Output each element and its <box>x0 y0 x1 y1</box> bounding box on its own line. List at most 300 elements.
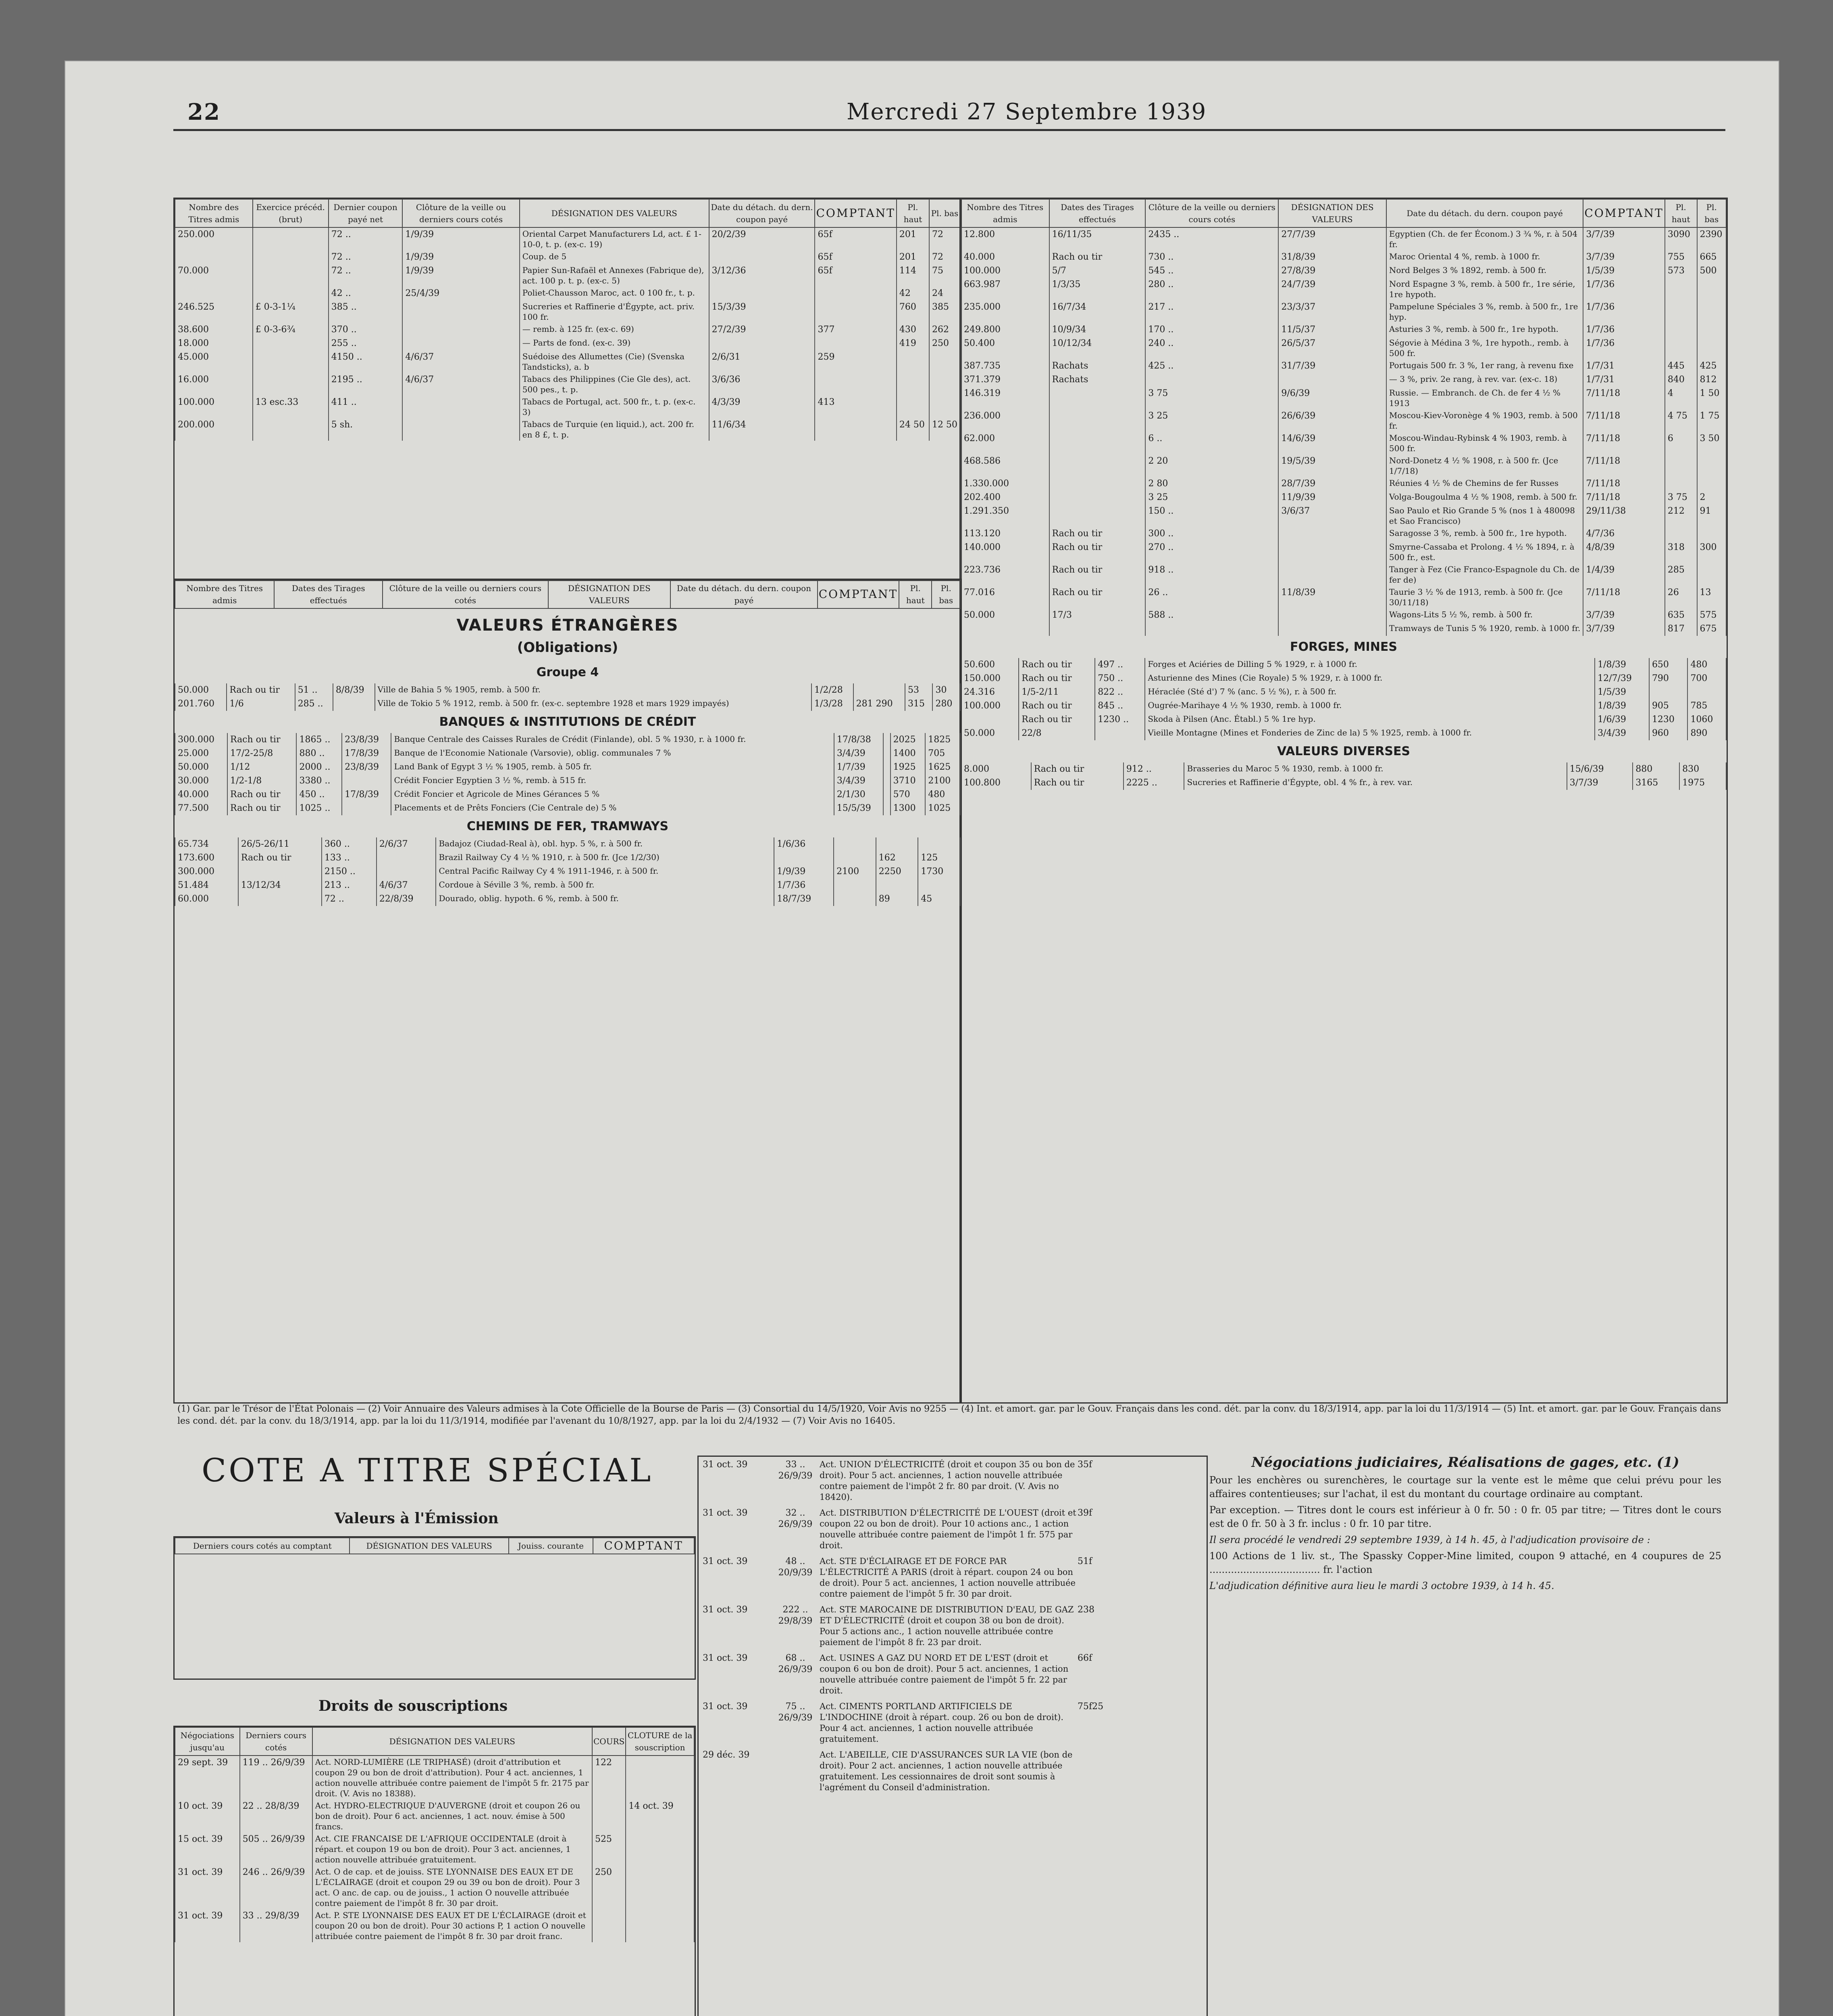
table-cell <box>253 373 329 396</box>
table-cell: 280 .. <box>1145 278 1278 300</box>
table-row <box>961 541 1726 563</box>
table-cell: Badajoz (Ciudad-Real à), obl. hyp. 5 %, r. à 500 fr. <box>436 837 774 851</box>
table-cell: 12/7/39 <box>1595 672 1649 685</box>
table-cell: 2100 <box>925 774 960 788</box>
table-row <box>961 373 1726 387</box>
table-row <box>961 337 1726 359</box>
table-cell: £ 0-3-6¾ <box>253 323 329 337</box>
table-cell: 150 .. <box>1145 504 1278 527</box>
table-cell: 755 <box>1665 250 1697 264</box>
table-cell <box>709 337 815 350</box>
table-cell: 89 <box>876 892 918 906</box>
table-cell: 468.586 <box>961 454 1049 477</box>
table-cell: 2100 <box>834 865 876 879</box>
top-left-quotation-table <box>173 198 962 581</box>
table-cell <box>876 879 918 892</box>
table-cell <box>1049 491 1146 504</box>
table-cell: 4/8/39 <box>1583 541 1664 563</box>
table-cell: 1025 .. <box>296 802 342 815</box>
table-cell: Volga-Bougoulma 4 ½ % 1908, remb. à 500 fr. <box>1386 491 1583 504</box>
table-cell: 31/8/39 <box>1278 250 1386 264</box>
table-cell: 13 <box>1697 586 1726 608</box>
table-cell: 217 .. <box>1145 300 1278 323</box>
table-cell: 3/6/36 <box>709 373 815 396</box>
table-cell: 170 .. <box>1145 323 1278 337</box>
table-cell <box>253 350 329 373</box>
table-cell: 1/2-1/8 <box>227 774 296 788</box>
table-cell <box>1665 300 1697 323</box>
table-cell: 385 <box>929 300 960 323</box>
table-cell: Poliet-Chausson Maroc, act. 0 100 fr., t. p. <box>520 287 709 300</box>
table-row <box>175 879 960 892</box>
column-header: DÉSIGNATION DES VALEURS <box>520 199 709 227</box>
table-cell: 60.000 <box>175 892 238 906</box>
table-cell: 1/9/39 <box>774 865 834 879</box>
header-rule <box>173 129 1725 131</box>
table-cell: 3/4/39 <box>834 774 883 788</box>
table-row <box>175 300 960 323</box>
table-cell: Sucreries et Raffinerie d'Égypte, act. priv. 100 fr. <box>520 300 709 323</box>
table-cell: Ville de Tokio 5 % 1912, remb. à 500 fr. (ex-c. septembre 1928 et mars 1929 impayés) <box>375 697 811 711</box>
subscription-price: 35f <box>1078 1460 1092 1470</box>
table-cell <box>1665 323 1697 337</box>
table-cell: 255 .. <box>329 337 403 350</box>
table-cell <box>1278 541 1386 563</box>
negociations-p4: 100 Actions de 1 liv. st., The Spassky Copper-Mine limited, coupon 9 attaché, en 4 coupures de 25 .................................... fr. l'action <box>1209 1550 1721 1575</box>
table-cell: £ 0-3-1¼ <box>253 300 329 323</box>
table-cell: 30 <box>932 683 960 697</box>
column-header: Dernier coupon payé net <box>329 199 403 227</box>
table-row <box>175 1833 694 1866</box>
table-row <box>175 227 960 250</box>
table-cell <box>253 250 329 264</box>
table-cell: 700 <box>1687 672 1726 685</box>
table-cell: 675 <box>1697 622 1726 636</box>
table-cell: 2/6/37 <box>377 837 436 851</box>
table-cell: Maroc Oriental 4 %, remb. à 1000 fr. <box>1386 250 1583 264</box>
table-row <box>175 396 960 418</box>
table-cell: Sao Paulo et Rio Grande 5 % (nos 1 à 480098 et Sao Francisco) <box>1386 504 1583 527</box>
table-cell: 10/9/34 <box>1049 323 1146 337</box>
table-cell <box>1697 563 1726 586</box>
table-cell: Asturies 3 %, remb. à 500 fr., 1re hypoth. <box>1386 323 1583 337</box>
table-cell <box>592 1909 626 1942</box>
table-cell: 285 .. <box>295 697 333 711</box>
valeurs-diverses-title: VALEURS DIVERSES <box>1277 744 1411 758</box>
table-cell <box>961 622 1049 636</box>
table-cell: 100.000 <box>961 699 1019 713</box>
column-header: COMPTANT <box>818 580 899 608</box>
subscription-last-price <box>771 1749 820 1793</box>
table-cell: 1/7/36 <box>1583 300 1664 323</box>
table-cell: Asturienne des Mines (Cie Royale) 5 % 1929, r. à 1000 fr. <box>1145 672 1595 685</box>
table-cell: 100.800 <box>961 776 1031 790</box>
table-cell <box>897 350 929 373</box>
table-cell: Portugais 500 fr. 3 %, 1er rang, à revenu fixe <box>1386 359 1583 373</box>
table-cell: Rach ou tir <box>1019 672 1095 685</box>
table-cell: 201.760 <box>175 697 227 711</box>
table-cell <box>1665 454 1697 477</box>
table-cell <box>709 250 815 264</box>
table-cell: Act. P. STE LYONNAISE DES EAUX ET DE L'ÉCLAIRAGE (droit et coupon 20 ou bon de droit). Pour 30 actions P, 1 action O nouvelle attribuée contre paiement de l'impôt 8 fr. 30 par droit franc. <box>312 1909 592 1942</box>
table-cell: 11/5/37 <box>1278 323 1386 337</box>
table-cell: 249.800 <box>961 323 1049 337</box>
table-cell: Rach ou tir <box>1019 658 1095 672</box>
table-cell: 1 50 <box>1697 387 1726 409</box>
subscription-row <box>699 1747 1207 1795</box>
table-cell: 1/7/39 <box>834 760 883 774</box>
table-cell: 1/7/36 <box>1583 278 1664 300</box>
subscription-last-price: 33 .. 26/9/39 <box>778 1460 813 1481</box>
table-cell: 24 50 <box>897 418 929 441</box>
table-cell: 50.000 <box>961 727 1019 740</box>
table-row <box>175 683 960 697</box>
table-cell: 17/8/39 <box>342 747 391 760</box>
table-cell: 25.000 <box>175 747 227 760</box>
table-cell: 7/11/18 <box>1583 477 1664 491</box>
table-cell: 1.291.350 <box>961 504 1049 527</box>
table-cell <box>918 879 960 892</box>
table-cell: 705 <box>925 747 960 760</box>
table-cell: Brazil Railway Cy 4 ½ % 1910, r. à 500 fr. (Jce 1/2/30) <box>436 851 774 865</box>
table-cell <box>342 802 391 815</box>
table-cell: 14/6/39 <box>1278 432 1386 454</box>
table-cell: 573 <box>1665 264 1697 278</box>
table-cell: 24 <box>929 287 960 300</box>
table-cell: 26 .. <box>1145 586 1278 608</box>
column-header: Nombre des Titres admis <box>175 199 253 227</box>
table-cell: 12 50 <box>929 418 960 441</box>
groupe-label: Groupe 4 <box>536 665 599 679</box>
table-cell: 72 .. <box>329 264 403 287</box>
table-row <box>175 264 960 287</box>
table-cell: 8.000 <box>961 762 1031 776</box>
subscription-description: Act. UNION D'ÉLECTRICITÉ (droit et coupon 35 ou bon de droit). Pour 5 act. anciennes, 1 action nouvelle attribuée contre paiement de l'impôt 2 fr. 80 par droit. (V. Avis no 18420). <box>820 1460 1075 1502</box>
table-cell: 411 .. <box>329 396 403 418</box>
table-cell: 1/7/36 <box>1583 323 1664 337</box>
table-cell: Héraclée (Sté d') 7 % (anc. 5 ½ %), r. à 500 fr. <box>1145 685 1595 699</box>
table-cell: 72 <box>929 250 960 264</box>
subscription-last-price: 75 .. 26/9/39 <box>778 1702 813 1723</box>
table-cell: Coup. de 5 <box>520 250 709 264</box>
table-cell: 7/11/18 <box>1583 491 1664 504</box>
table-cell: 1300 <box>890 802 926 815</box>
table-cell: 100.000 <box>961 264 1049 278</box>
table-cell: Act. NORD-LUMIÈRE (LE TRIPHASÉ) (droit d'attribution et coupon 29 ou bon de droit d'attribution). Pour 4 act. anciennes, 1 action nouvelle attribuée contre paiement de l'impôt 5 fr. 2175 par droit. (V. Avis no 18388). <box>312 1756 592 1799</box>
table-cell <box>1697 527 1726 541</box>
column-header: Pl. bas <box>929 199 960 227</box>
table-cell: 1/6 <box>227 697 295 711</box>
table-cell: 77.016 <box>961 586 1049 608</box>
table-row <box>175 1756 694 1799</box>
table-cell: 72 .. <box>329 227 403 250</box>
table-cell: 3380 .. <box>296 774 342 788</box>
subscription-price: 39f <box>1078 1508 1092 1518</box>
table-cell: 2150 .. <box>322 865 377 879</box>
table-row <box>175 747 960 760</box>
table-cell <box>253 418 329 441</box>
table-cell: 65f <box>815 264 896 287</box>
table-cell <box>897 373 929 396</box>
table-cell: 30.000 <box>175 774 227 788</box>
table-row <box>961 491 1726 504</box>
table-cell <box>253 337 329 350</box>
table-cell: 2/1/30 <box>834 788 883 802</box>
table-cell <box>1697 278 1726 300</box>
table-cell: 50.000 <box>961 608 1049 622</box>
table-cell: 4/6/37 <box>402 350 519 373</box>
table-cell <box>626 1833 694 1866</box>
table-cell: 315 <box>905 697 932 711</box>
table-cell: 235.000 <box>961 300 1049 323</box>
table-cell: 760 <box>897 300 929 323</box>
table-cell: 4/7/36 <box>1583 527 1664 541</box>
table-cell <box>774 851 834 865</box>
column-header: Jouiss. courante <box>509 1538 593 1554</box>
table-cell: 33 .. 29/8/39 <box>240 1909 312 1942</box>
table-row <box>961 409 1726 432</box>
table-cell <box>253 227 329 250</box>
table-cell: 24.316 <box>961 685 1019 699</box>
table-cell: Forges et Aciéries de Dilling 5 % 1929, r. à 1000 fr. <box>1145 658 1595 672</box>
table-cell: 1/3/28 <box>811 697 853 711</box>
table-cell: 1975 <box>1679 776 1726 790</box>
table-cell: Rachats <box>1049 359 1146 373</box>
table-cell: 250 <box>929 337 960 350</box>
table-cell <box>1665 337 1697 359</box>
table-cell <box>626 1909 694 1942</box>
table-cell: 223.736 <box>961 563 1049 586</box>
table-cell: 2225 .. <box>1124 776 1184 790</box>
table-cell: 259 <box>815 350 896 373</box>
table-cell: 890 <box>1687 727 1726 740</box>
table-cell: 162 <box>876 851 918 865</box>
table-row <box>961 359 1726 373</box>
table-cell: Moscou-Kiev-Voronège 4 % 1903, remb. à 500 fr. <box>1386 409 1583 432</box>
table-cell: 42 <box>897 287 929 300</box>
table-row <box>961 454 1726 477</box>
table-cell: 1925 <box>890 760 926 774</box>
table-cell <box>815 287 896 300</box>
table-cell: Cordoue à Séville 3 %, remb. à 500 fr. <box>436 879 774 892</box>
table-cell: 19/5/39 <box>1278 454 1386 477</box>
table-cell: 1/5/39 <box>1595 685 1649 699</box>
table-cell: 70.000 <box>175 264 253 287</box>
table-cell: Taurie 3 ½ % de 1913, remb. à 500 fr. (Jce 30/11/18) <box>1386 586 1583 608</box>
table-cell: — 3 %, priv. 2e rang, à rev. var. (ex-c. 18) <box>1386 373 1583 387</box>
column-header: Pl. bas <box>932 580 960 608</box>
table-cell: 918 .. <box>1145 563 1278 586</box>
column-header: Date du détach. du dern. coupon payé <box>670 580 818 608</box>
table-row <box>961 250 1726 264</box>
table-cell: 27/2/39 <box>709 323 815 337</box>
table-cell: 2/6/31 <box>709 350 815 373</box>
table-cell: 830 <box>1679 762 1726 776</box>
table-cell: 38.600 <box>175 323 253 337</box>
column-header: DÉSIGNATION DES VALEURS <box>350 1538 508 1554</box>
table-cell: 50.000 <box>175 683 227 697</box>
table-cell <box>853 683 905 697</box>
table-row <box>175 837 960 851</box>
table-cell <box>961 713 1019 727</box>
table-cell: 3090 <box>1665 227 1697 250</box>
table-cell <box>377 865 436 879</box>
table-cell: 1/8/39 <box>1595 699 1649 713</box>
forges-mines-title: FORGES, MINES <box>1290 640 1397 654</box>
table-cell: 1/3/35 <box>1049 278 1146 300</box>
table-row <box>961 672 1726 685</box>
subscription-description: Act. STE D'ÉCLAIRAGE ET DE FORCE PAR L'ÉLECTRICITÉ A PARIS (droit à répart. coupon 24 ou bon de droit). Pour 5 act. anciennes, 1 action nouvelle attribuée contre paiement de l'impôt 5 fr. 30 par droit. <box>820 1556 1076 1599</box>
table-cell: — Parts de fond. (ex-c. 39) <box>520 337 709 350</box>
table-cell <box>883 760 890 774</box>
table-cell: 17/8/38 <box>834 733 883 747</box>
table-cell <box>929 350 960 373</box>
table-cell: 1825 <box>925 733 960 747</box>
table-cell: 77.500 <box>175 802 227 815</box>
table-cell: Oriental Carpet Manufacturers Ld, act. £ 1-10-0, t. p. (ex-c. 19) <box>520 227 709 250</box>
table-row <box>175 697 960 711</box>
table-cell <box>1278 608 1386 622</box>
table-cell: 4/6/37 <box>402 373 519 396</box>
subscription-row <box>699 1602 1207 1650</box>
table-cell: 525 <box>592 1833 626 1866</box>
table-cell <box>1049 454 1146 477</box>
table-cell: 300.000 <box>175 733 227 747</box>
table-cell: 960 <box>1649 727 1688 740</box>
table-cell: 1/4/39 <box>1583 563 1664 586</box>
table-cell: 122 <box>592 1756 626 1799</box>
column-header: CLOTURE de la souscription <box>626 1727 694 1756</box>
table-cell: 280 <box>932 697 960 711</box>
table-cell: Rach ou tir <box>1019 699 1095 713</box>
table-cell: 31/7/39 <box>1278 359 1386 373</box>
table-cell: 201 <box>897 250 929 264</box>
table-cell: 42 .. <box>329 287 403 300</box>
table-cell: 202.400 <box>961 491 1049 504</box>
table-cell: 16/7/34 <box>1049 300 1146 323</box>
table-cell: 45.000 <box>175 350 253 373</box>
table-cell: Act. CIE FRANCAISE DE L'AFRIQUE OCCIDENTALE (droit à répart. et coupon 19 ou bon de droit). Pour 3 act. anciennes, 1 action nouvelle attribuée gratuitement. <box>312 1833 592 1866</box>
table-cell: 40.000 <box>175 788 227 802</box>
table-cell: 22/8 <box>1019 727 1095 740</box>
table-cell: 29/11/38 <box>1583 504 1664 527</box>
subscription-price: 75f25 <box>1078 1702 1104 1712</box>
table-cell: 13 esc.33 <box>253 396 329 418</box>
table-cell: Rach ou tir <box>227 788 296 802</box>
table-cell: 15/6/39 <box>1567 762 1633 776</box>
table-cell: 7/11/18 <box>1583 409 1664 432</box>
table-row <box>175 851 960 865</box>
table-cell <box>815 418 896 441</box>
table-cell: Crédit Foncier et Agricole de Mines Gérances 5 % <box>391 788 834 802</box>
table-cell: 1025 <box>925 802 960 815</box>
table-cell: 25/4/39 <box>402 287 519 300</box>
table-cell: 28/7/39 <box>1278 477 1386 491</box>
subscription-row <box>699 1457 1207 1505</box>
table-cell: 1625 <box>925 760 960 774</box>
table-cell <box>402 300 519 323</box>
table-cell: 29 sept. 39 <box>175 1756 240 1799</box>
table-cell <box>402 418 519 441</box>
table-cell: 13/12/34 <box>238 879 322 892</box>
column-header: Pl. haut <box>897 199 929 227</box>
table-cell: 150.000 <box>961 672 1019 685</box>
table-row <box>961 527 1726 541</box>
table-cell: 4/6/37 <box>377 879 436 892</box>
table-cell <box>626 1756 694 1799</box>
subscription-date: 31 oct. 39 <box>703 1556 748 1566</box>
table-cell: 240 .. <box>1145 337 1278 359</box>
table-row <box>961 713 1726 727</box>
table-cell: Wagons-Lits 5 ½ %, remb. à 500 fr. <box>1386 608 1583 622</box>
table-cell <box>709 287 815 300</box>
table-row <box>961 608 1726 622</box>
table-cell <box>834 892 876 906</box>
page-date: Mercredi 27 Septembre 1939 <box>847 99 1207 125</box>
table-cell: 445 <box>1665 359 1697 373</box>
column-header: Négociations jusqu'au <box>175 1727 240 1756</box>
table-cell: 125 <box>918 851 960 865</box>
table-cell: 480 <box>1687 658 1726 672</box>
table-row <box>961 776 1726 790</box>
table-cell: Tabacs des Philippines (Cie Gle des), act. 500 pes., t. p. <box>520 373 709 396</box>
table-cell: 22 .. 28/8/39 <box>240 1799 312 1833</box>
table-cell: 817 <box>1665 622 1697 636</box>
table-cell: Rach ou tir <box>1049 586 1146 608</box>
table-cell: Rach ou tir <box>1049 250 1146 264</box>
table-cell: 822 .. <box>1095 685 1145 699</box>
table-cell: Vieille Montagne (Mines et Fonderies de Zinc de la) 5 % 1925, remb. à 1000 fr. <box>1145 727 1595 740</box>
table-cell: 588 .. <box>1145 608 1278 622</box>
table-cell: 45 <box>918 892 960 906</box>
table-cell: 262 <box>929 323 960 337</box>
table-cell: Nord-Donetz 4 ½ % 1908, r. à 500 fr. (Jce 1/7/18) <box>1386 454 1583 477</box>
table-cell <box>883 733 890 747</box>
table-cell <box>253 264 329 287</box>
subscription-date: 31 oct. 39 <box>703 1460 748 1470</box>
table-row <box>175 802 960 815</box>
table-row <box>175 1799 694 1833</box>
table-cell: 497 .. <box>1095 658 1145 672</box>
table-row <box>961 586 1726 608</box>
table-cell: 1230 .. <box>1095 713 1145 727</box>
table-cell <box>929 396 960 418</box>
table-cell: 17/2-25/8 <box>227 747 296 760</box>
table-cell: 650 <box>1649 658 1688 672</box>
table-cell: 7/11/18 <box>1583 387 1664 409</box>
table-cell: 24/7/39 <box>1278 278 1386 300</box>
table-row <box>961 278 1726 300</box>
table-cell: Tramways de Tunis 5 % 1920, remb. à 1000 fr. <box>1386 622 1583 636</box>
column-header: COMPTANT <box>1583 199 1664 227</box>
table-row <box>961 300 1726 323</box>
table-cell: 812 <box>1697 373 1726 387</box>
table-cell: 23/8/39 <box>342 733 391 747</box>
table-cell: 9/6/39 <box>1278 387 1386 409</box>
subscription-row <box>699 1505 1207 1554</box>
table-cell: — remb. à 125 fr. (ex-c. 69) <box>520 323 709 337</box>
table-cell: 53 <box>905 683 932 697</box>
table-cell: 15 oct. 39 <box>175 1833 240 1866</box>
subscription-date: 31 oct. 39 <box>703 1508 748 1518</box>
table-row <box>175 350 960 373</box>
table-cell <box>592 1799 626 1833</box>
table-cell: Rach ou tir <box>227 733 296 747</box>
table-cell <box>1665 527 1697 541</box>
table-cell <box>883 802 890 815</box>
table-cell <box>883 788 890 802</box>
table-cell: 387.735 <box>961 359 1049 373</box>
